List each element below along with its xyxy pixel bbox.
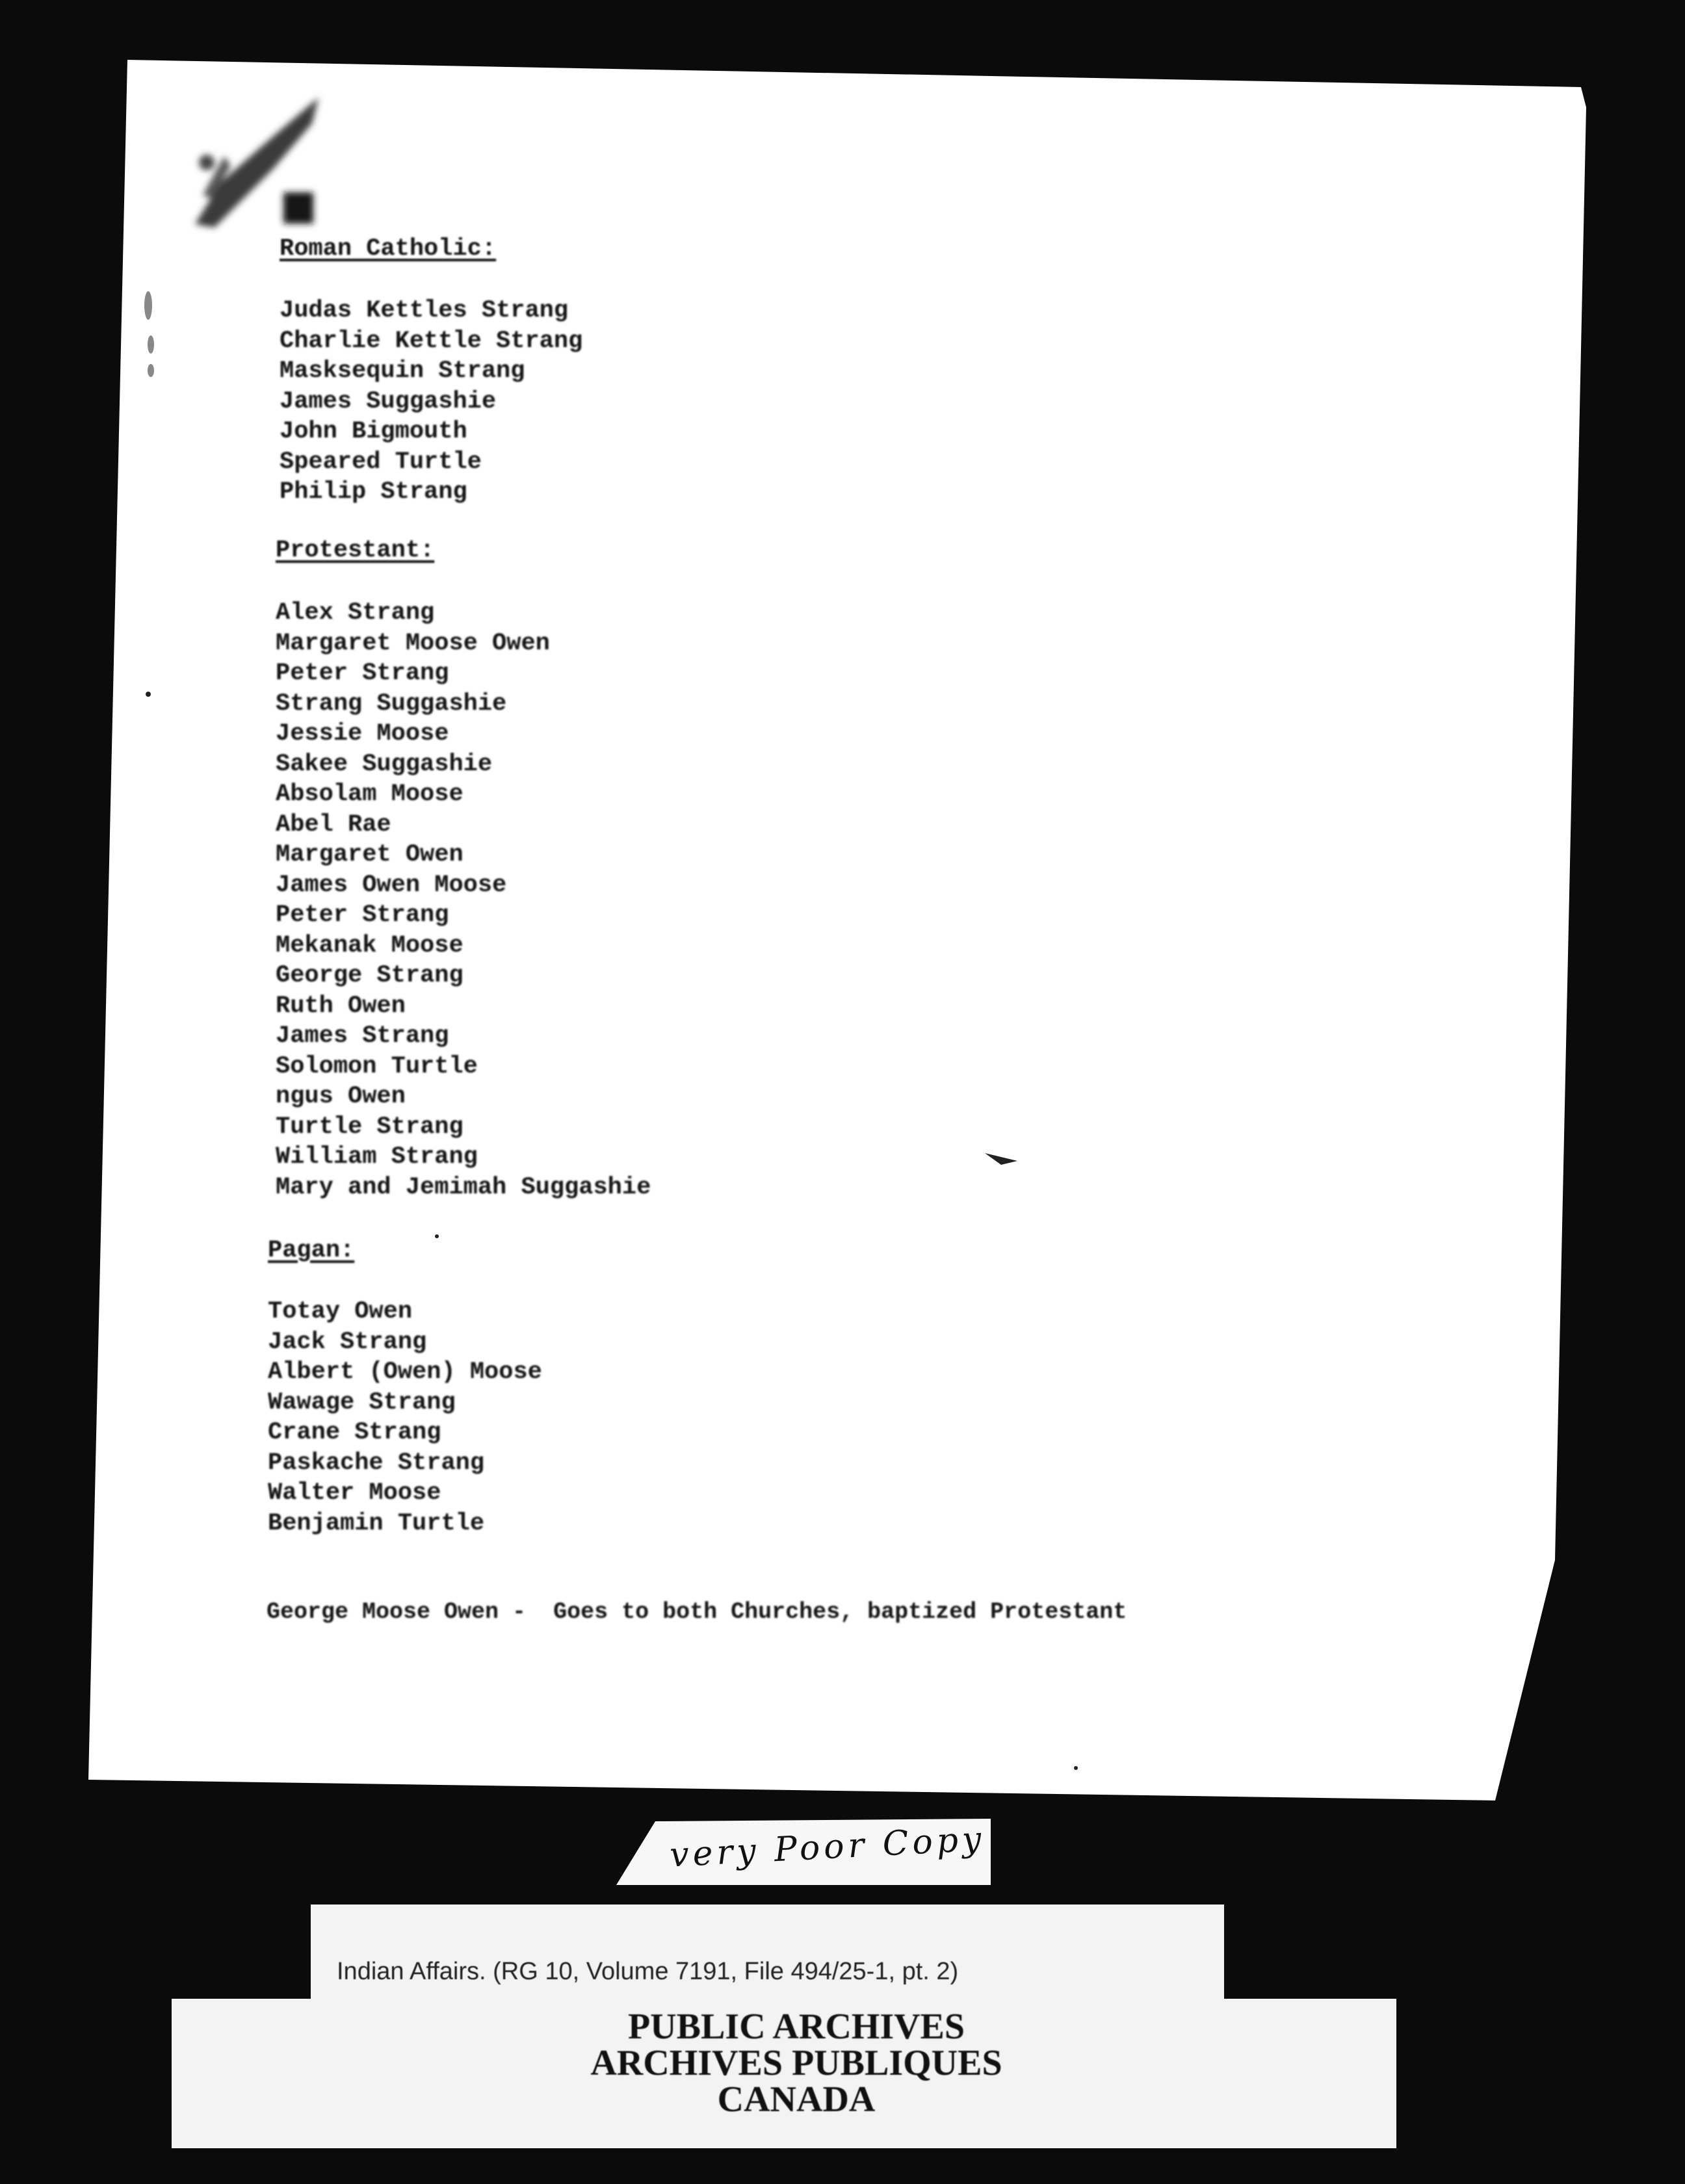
footnote: George Moose Owen - Goes to both Churches, baptized Protestant bbox=[267, 1599, 1127, 1625]
list-item: Abel Rae bbox=[276, 811, 391, 838]
list-item: Totay Owen bbox=[268, 1298, 413, 1325]
heading-roman-catholic: Roman Catholic: bbox=[280, 235, 497, 263]
list-item: Walter Moose bbox=[268, 1479, 441, 1507]
list-item: ngus Owen bbox=[276, 1083, 406, 1110]
list-item: Speared Turtle bbox=[280, 448, 482, 476]
list-item: Philip Strang bbox=[280, 478, 467, 506]
list-item: Margaret Moose Owen bbox=[276, 629, 550, 657]
list-item: James Strang bbox=[276, 1022, 449, 1050]
list-item: Strang Suggashie bbox=[276, 690, 507, 718]
stamp-line: CANADA bbox=[717, 2079, 876, 2120]
list-item: Paskache Strang bbox=[268, 1449, 485, 1477]
list-item: Turtle Strang bbox=[276, 1113, 464, 1141]
archive-citation: Indian Affairs. (RG 10, Volume 7191, File 494/25-1, pt. 2) bbox=[337, 1958, 959, 1985]
list-item: Mekanak Moose bbox=[276, 931, 464, 959]
list-item: Judas Kettles Strang bbox=[280, 297, 569, 324]
list-item: Wawage Strang bbox=[268, 1388, 456, 1416]
list-item: Jack Strang bbox=[268, 1328, 427, 1356]
stamp-line: ARCHIVES PUBLIQUES bbox=[590, 2043, 1002, 2083]
list-item: John Bigmouth bbox=[280, 418, 467, 445]
list-item: Mary and Jemimah Suggashie bbox=[276, 1173, 651, 1201]
list-item: Solomon Turtle bbox=[276, 1052, 478, 1080]
protestant-list bbox=[276, 598, 651, 1202]
archive-card-upper bbox=[311, 1904, 1224, 2002]
pagan-list bbox=[268, 1297, 542, 1539]
list-item: Margaret Owen bbox=[276, 841, 464, 868]
stamp-line: PUBLIC ARCHIVES bbox=[627, 2007, 965, 2047]
list-item: Sakee Suggashie bbox=[276, 750, 493, 778]
list-item: Alex Strang bbox=[276, 599, 435, 627]
list-item: Peter Strang bbox=[276, 902, 449, 929]
list-item: Benjamin Turtle bbox=[268, 1509, 485, 1537]
list-item: Charlie Kettle Strang bbox=[280, 327, 583, 355]
handwritten-label: very Poor Copy bbox=[668, 1819, 986, 1875]
list-item: Peter Strang bbox=[276, 660, 449, 687]
heading-pagan: Pagan: bbox=[268, 1237, 355, 1264]
list-item: William Strang bbox=[276, 1143, 478, 1171]
list-item: Jessie Moose bbox=[276, 720, 449, 748]
list-item: George Strang bbox=[276, 962, 464, 989]
list-item: James Owen Moose bbox=[276, 871, 507, 899]
roman-catholic-list bbox=[280, 296, 582, 508]
archive-stamp bbox=[455, 2008, 1138, 2118]
list-item: Ruth Owen bbox=[276, 992, 406, 1020]
list-item: Albert (Owen) Moose bbox=[268, 1358, 542, 1386]
list-item: Absolam Moose bbox=[276, 781, 464, 808]
list-item: Crane Strang bbox=[268, 1419, 441, 1446]
list-item: James Suggashie bbox=[280, 387, 497, 415]
list-item: Masksequin Strang bbox=[280, 358, 525, 385]
heading-protestant: Protestant: bbox=[276, 537, 435, 564]
